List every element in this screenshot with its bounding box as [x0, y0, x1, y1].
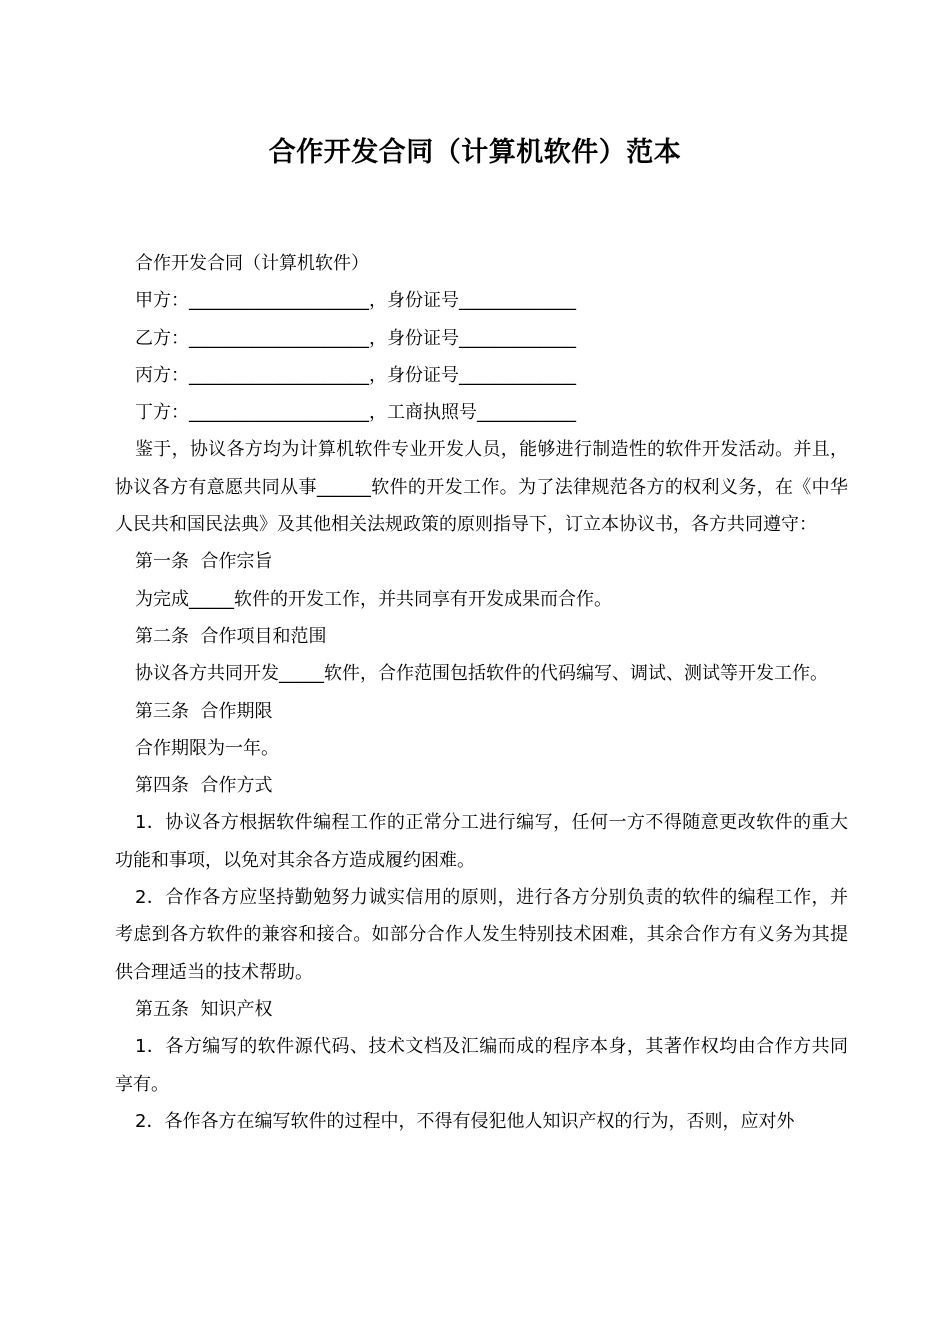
article-3-text: 合作期限为一年。	[135, 737, 279, 759]
article-2-text: 协议各方共同开发_____软件，合作范围包括软件的代码编写、调试、测试等开发工作。	[135, 663, 828, 685]
party-b-line: 乙方：____________________，身份证号_____________	[135, 327, 576, 349]
contract-subtitle: 合作开发合同（计算机软件）	[135, 253, 369, 274]
preamble-paragraph: 鉴于，协议各方均为计算机软件专业开发人员，能够进行制造性的软件开发活动。并且，协议各方有意愿共同从事______软件的开发工作。为了法律规范各方的权利义务，在《中华人民共和国民法典》及其他相关法规政策的原则指导下，订立本协议书，各方共同遵守：	[115, 439, 848, 536]
article-4-clause-2: 2．合作各方应坚持勤勉努力诚实信用的原则，进行各方分别负责的软件的编程工作，并考虑到各方软件的兼容和接合。如部分合作人发生特别技术困难，其余合作方有义务为其提供合理适当的技术帮助。	[115, 887, 848, 983]
article-4-clause-1: 1．协议各方根据软件编程工作的正常分工进行编写，任何一方不得随意更改软件的重大功能和事项，以免对其余各方造成履约困难。	[115, 812, 848, 871]
article-3-heading: 第三条 合作期限	[135, 700, 273, 722]
article-1-heading: 第一条 合作宗旨	[135, 551, 273, 573]
article-1-text: 为完成_____软件的开发工作，并共同享有开发成果而合作。	[135, 588, 612, 610]
article-5-clause-1: 1．各方编写的软件源代码、技术文档及汇编而成的程序本身，其著作权均由合作方共同享有。	[115, 1036, 848, 1095]
article-2-heading: 第二条 合作项目和范围	[135, 625, 327, 647]
party-a-line: 甲方：____________________，身份证号_____________	[135, 290, 576, 312]
document-body	[115, 245, 848, 1140]
party-c-line: 丙方：____________________，身份证号_____________	[135, 364, 576, 386]
party-d-line: 丁方：____________________，工商执照号___________	[135, 402, 576, 424]
article-4-heading: 第四条 合作方式	[135, 775, 273, 797]
article-5-clause-2: 2．各作各方在编写软件的过程中，不得有侵犯他人知识产权的行为，否则，应对外	[135, 1110, 795, 1132]
document-title: 合作开发合同（计算机软件）范本	[268, 137, 682, 168]
article-5-heading: 第五条 知识产权	[135, 998, 273, 1020]
